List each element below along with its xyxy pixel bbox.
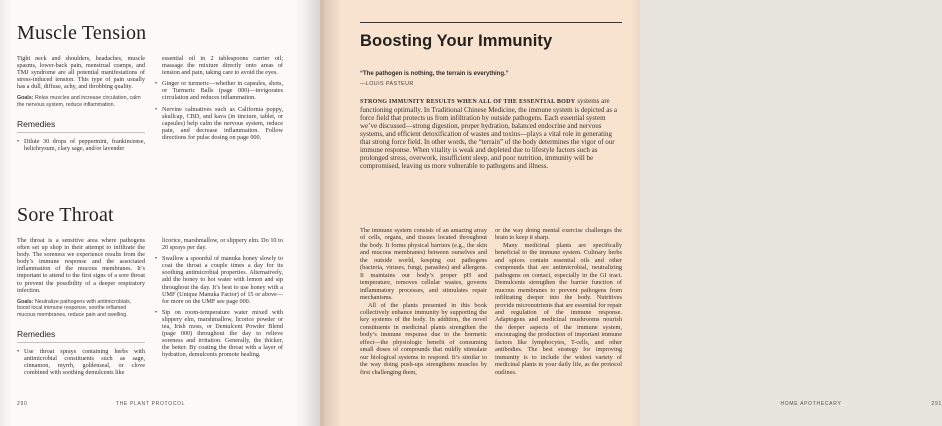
intro-lead-in: STRONG IMMUNITY RESULTS WHEN ALL OF THE ESSENTIAL BODY: [360, 99, 576, 105]
chapter-intro: [360, 97, 622, 170]
goals-text: Neutralize pathogens with antimicrobials, boost local immune response, soothe inflamed mucous membranes, reduce pain and swelling.: [17, 298, 132, 318]
remedy-item: [155, 106, 283, 141]
page-title: Boosting Your Immunity: [360, 32, 553, 50]
remedy-text: Dilute 30 drops of peppermint, frankincense, helichrysum, clary sage, and/or lavender: [24, 138, 145, 153]
bullet-icon: •: [17, 138, 20, 146]
running-footer: THE PLANT PROTOCOL: [115, 401, 186, 407]
remedy-text: Ginger or turmeric—whether in capsules, shots, or Turmeric Balls (page 000)—invigorates circulation and reduces inflammation.: [162, 80, 283, 102]
running-footer: HOME APOTHECARY: [780, 401, 842, 407]
bullet-icon: •: [155, 255, 158, 263]
epigraph-quote: “The pathogen is nothing, the terrain is everything.”: [360, 71, 509, 77]
remedy-continuation: essential oil in 2 tablespoons carrier oil; massage the mixture directly onto areas of tension and pain, taking care to avoid the eyes.: [162, 55, 283, 77]
bullet-icon: •: [155, 80, 158, 88]
bullet-icon: •: [155, 105, 158, 113]
remedy-item: [17, 348, 145, 376]
remedy-item: [155, 80, 283, 101]
remedy-text: Use throat sprays containing herbs with antimicrobial constituents such as sage, cinnamon, myrrh, goldenseal, or clove combined with soothing demulcents like: [24, 347, 145, 377]
remedy-item: [17, 138, 145, 152]
remedy-item: [155, 309, 283, 359]
body-paragraph: or the way doing mental exercise challenges the brain to keep it sharp.: [495, 227, 622, 242]
sore-throat-col2: [155, 237, 283, 380]
bullet-icon: •: [17, 347, 20, 355]
body-col2: [495, 227, 622, 376]
body-col1: [360, 227, 487, 376]
remedy-text: Swallow a spoonful of manuka honey slowly to coat the throat a couple times a day for its soothing antimicrobial properties. Alternatively, add the honey to hot water with lemon and sip throughout the day. It’s best to use honey with a UMF (Unique Manuka Factor) of 15 or above—for more on the UMF see page 000.: [162, 255, 283, 305]
remedy-continuation: licorice, marshmallow, or slippery elm. Do 10 to 20 sprays per day.: [162, 237, 283, 252]
muscle-tension-columns: [17, 55, 284, 156]
section-muscle-tension: [17, 22, 284, 156]
muscle-tension-col2: [155, 55, 283, 156]
goals-label: Goals:: [17, 298, 34, 305]
bullet-icon: •: [155, 308, 158, 316]
sore-throat-col1: [17, 237, 145, 380]
sore-throat-goals: [17, 299, 145, 318]
section-sore-throat: [17, 204, 284, 380]
goals-label: Goals:: [17, 95, 34, 102]
epigraph-attribution: —LOUIS PASTEUR: [360, 81, 414, 87]
body-paragraph: Many medicinal plants are specifically beneficial to the immune system. Culinary herbs and spices contain essential oils and other compounds that are antimicrobial, neutralizing pathogens on contact, especially in the GI tract. Demulcents strengthen the barrier function of mucous membranes to prevent pathogens from infiltrating deeper into the body. Nutritives provide micronutrients that are essential for repair and regulation of the immune response. Adaptogens and medicinal mushrooms nourish the deeper aspects of the immune system, encouraging the production of important immune factors like lymphocytes, T-cells, and other antibodies. The best strategy for improving immunity is to include the widest variety of medicinal plants in your daily life, as the protocol outlines.: [495, 241, 622, 376]
page-number: 291: [931, 401, 942, 407]
epigraph: [360, 71, 622, 87]
remedy-item: [155, 255, 283, 305]
muscle-tension-goals: [17, 95, 145, 108]
muscle-tension-intro: Tight neck and shoulders, headaches, muscle spasms, lower-back pain, menstrual cramps, and TMJ syndrome are all potential manifestations of stress-induced tension. This type of pain usually has a dull, diffuse, achy, and throbbing quality.: [17, 55, 145, 91]
goals-text: Relax muscles and increase circulation, calm the nervous system, reduce inflammation.: [17, 95, 141, 108]
page-number: 290: [17, 401, 28, 407]
muscle-tension-col1: [17, 55, 145, 156]
body-paragraph: The immune system consists of an amazing array of cells, organs, and tissues located throughout the body. It forms physical barriers (e.g., the skin and mucous membranes) between ourselves and the outside world, keeping out pathogens (bacteria, viruses, fungi, parasites) and allergens. It maintains our body’s proper pH and temperature, removes cellular wastes, governs inflammatory processes, and stimulates repair mechanisms.: [360, 227, 487, 302]
remedies-heading: Remedies: [17, 329, 145, 343]
sore-throat-title: Sore Throat: [17, 204, 114, 226]
remedy-text: Nervine calmatives such as California poppy, skullcap, CBD, and kava (in tincture, tablet, or capsules) help calm the nervous system, reduce pain, and decrease inflammation. Follow directions for pulse dosing on page 000.: [162, 105, 283, 141]
remedy-text: Sip on room-temperature water mixed with slippery elm, marshmallow, licorice powder or tea, Irish moss, or Demulcent Powder Blend (page 000) throughout the day to relieve soreness and irritation. Generally, the thicker, the better. By coating the throat with a layer of hydration, demulcents promote healing.: [162, 308, 283, 359]
title-rule: [360, 22, 622, 23]
chapter-body-columns: [360, 227, 622, 376]
sore-throat-columns: [17, 237, 284, 380]
muscle-tension-title: Muscle Tension: [17, 22, 147, 44]
left-page: [0, 0, 320, 426]
remedies-heading: Remedies: [17, 119, 145, 133]
right-page-footer: [680, 401, 942, 407]
body-paragraph: All of the plants presented in this book collectively enhance immunity by supporting the key systems of the body. In addition, the novel constituents in medicinal plants strengthen the body’s immune response due to the hormetic effect—the physiologic benefit of consuming small doses of compounds that mildly stimulate our biological systems to respond. It’s similar to the way doing push-ups strengthens muscles by first challenging them,: [360, 301, 487, 376]
sore-throat-intro: The throat is a sensitive area where pathogens often set up shop in their attempt to infiltrate the body. The soreness we experience results from the body’s immune response and the associated inflammation of the mucous membranes. It’s important to attend to the first signs of a sore throat to prevent the possibility of a deeper respiratory infection.: [17, 237, 145, 294]
left-page-footer: [17, 401, 284, 407]
intro-text: systems are functioning optimally. In Traditional Chinese Medicine, the immune system is depicted as a force field that protects us from infiltration by outside pathogens. Each essential system we’ve discussed—strong digestion, proper hydration, balanced endocrine and nervous systems, and efficient detoxification of wastes and toxins—plays a vital role in generating that strong force field. In other words, the “terrain” of the body determines the vigor of our immune response. When vitality is weak and depleted due to lifestyle factors such as prolonged stress, overwork, insufficient sleep, and poor nutrition, immunity will be compromised, leaving us more vulnerable to pathogens and illness.: [360, 97, 617, 170]
right-page: [320, 0, 942, 426]
